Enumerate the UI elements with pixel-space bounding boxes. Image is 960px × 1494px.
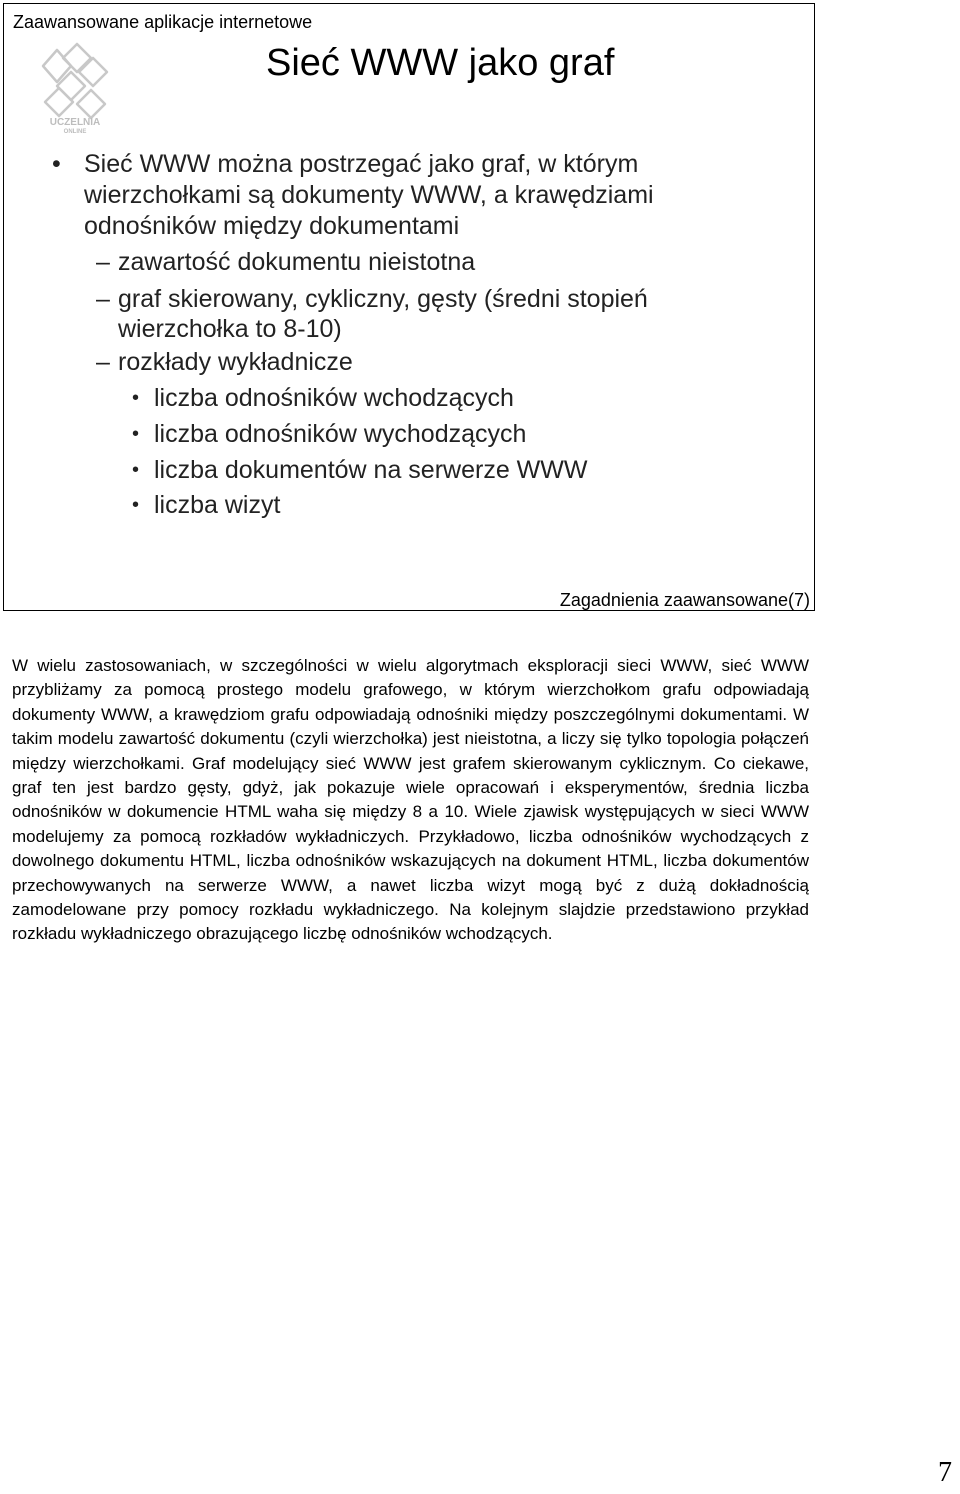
bullet-1-line-2: wierzchołkami są dokumenty WWW, a krawędziami: [84, 181, 654, 209]
slide: [3, 3, 815, 611]
sub-item-content: zawartość dokumentu nieistotna: [118, 248, 476, 276]
notes-paragraph: W wielu zastosowaniach, w szczególności w wielu algorytmach eksploracji sieci WWW, sieć WWW przybliżamy za pomocą prostego modelu grafowego, w którym wierzchołkom grafu odpowiadają dokumenty WWW, a krawędziom grafu odpowiadają odnośniki między poszczególnymi dokumentami. W takim modelu zawartość dokumentu (czyli wierzchołka) jest nieistotna, a liczy się tylko topologia połączeń między wierzchołkami. Graf modelujący sieć WWW jest grafem skierowanym cyklicznym. Co ciekawe, graf ten jest bardzo gęsty, gdyż, jak pokazuje wiele opracowań i eksperymentów, średnia liczba odnośników w dokumencie HTML waha się między 8 a 10. Wiele zjawisk występujących w sieci WWW modelujemy za pomocą rozkładów wykładniczych. Przykładowo, liczba odnośników wychodzących z dowolnego dokumentu HTML, liczba odnośników wskazujących na dokument HTML, liczba dokumentów przechowywanych na serwerze WWW, a nawet liczba wizyt mogą być z dużą dokładnością zamodelowane przy pomocy rozkładu wykładniczego. Na kolejnym slajdzie przedstawiono przykład rozkładu wykładniczego obrazującego liczbę odnośników wchodzących.: [12, 656, 809, 944]
sub-sub-item-1: liczba odnośników wchodzących: [154, 384, 514, 412]
logo-text-1: UCZELNIA: [49, 117, 101, 128]
dash-icon: –: [96, 248, 110, 276]
notes-text: [12, 654, 809, 947]
sub-item-graph-line-1: graf skierowany, cykliczny, gęsty (średni stopień: [118, 285, 648, 313]
sub-item-distributions: rozkłady wykładnicze: [118, 348, 353, 376]
page-number: 7: [938, 1457, 952, 1488]
dash-icon: –: [96, 285, 110, 313]
course-title: Zaawansowane aplikacje internetowe: [13, 12, 313, 32]
bullet-dot-icon: •: [132, 459, 140, 481]
bullet-dot-icon: •: [132, 387, 140, 409]
logo-text-2: ONLINE: [63, 129, 87, 134]
bullet-list: [4, 4, 814, 610]
sub-sub-item-4: liczba wizyt: [154, 491, 281, 519]
dash-icon: –: [96, 348, 110, 376]
bullet-dot-icon: •: [52, 150, 61, 178]
bullet-dot-icon: •: [132, 423, 140, 445]
sub-item-graph-line-2: wierzchołka to 8-10): [118, 315, 342, 343]
bullet-dot-icon: •: [132, 494, 140, 516]
slide-footer: Zagadnienia zaawansowane(7): [559, 590, 810, 610]
slide-title: Sieć WWW jako graf: [266, 42, 615, 84]
sub-sub-item-2: liczba odnośników wychodzących: [154, 420, 527, 448]
sub-sub-item-3: liczba dokumentów na serwerze WWW: [154, 456, 588, 484]
bullet-1-line-1: Sieć WWW można postrzegać jako graf, w którym: [84, 150, 639, 178]
bullet-1-line-3: odnośników między dokumentami: [84, 212, 460, 240]
